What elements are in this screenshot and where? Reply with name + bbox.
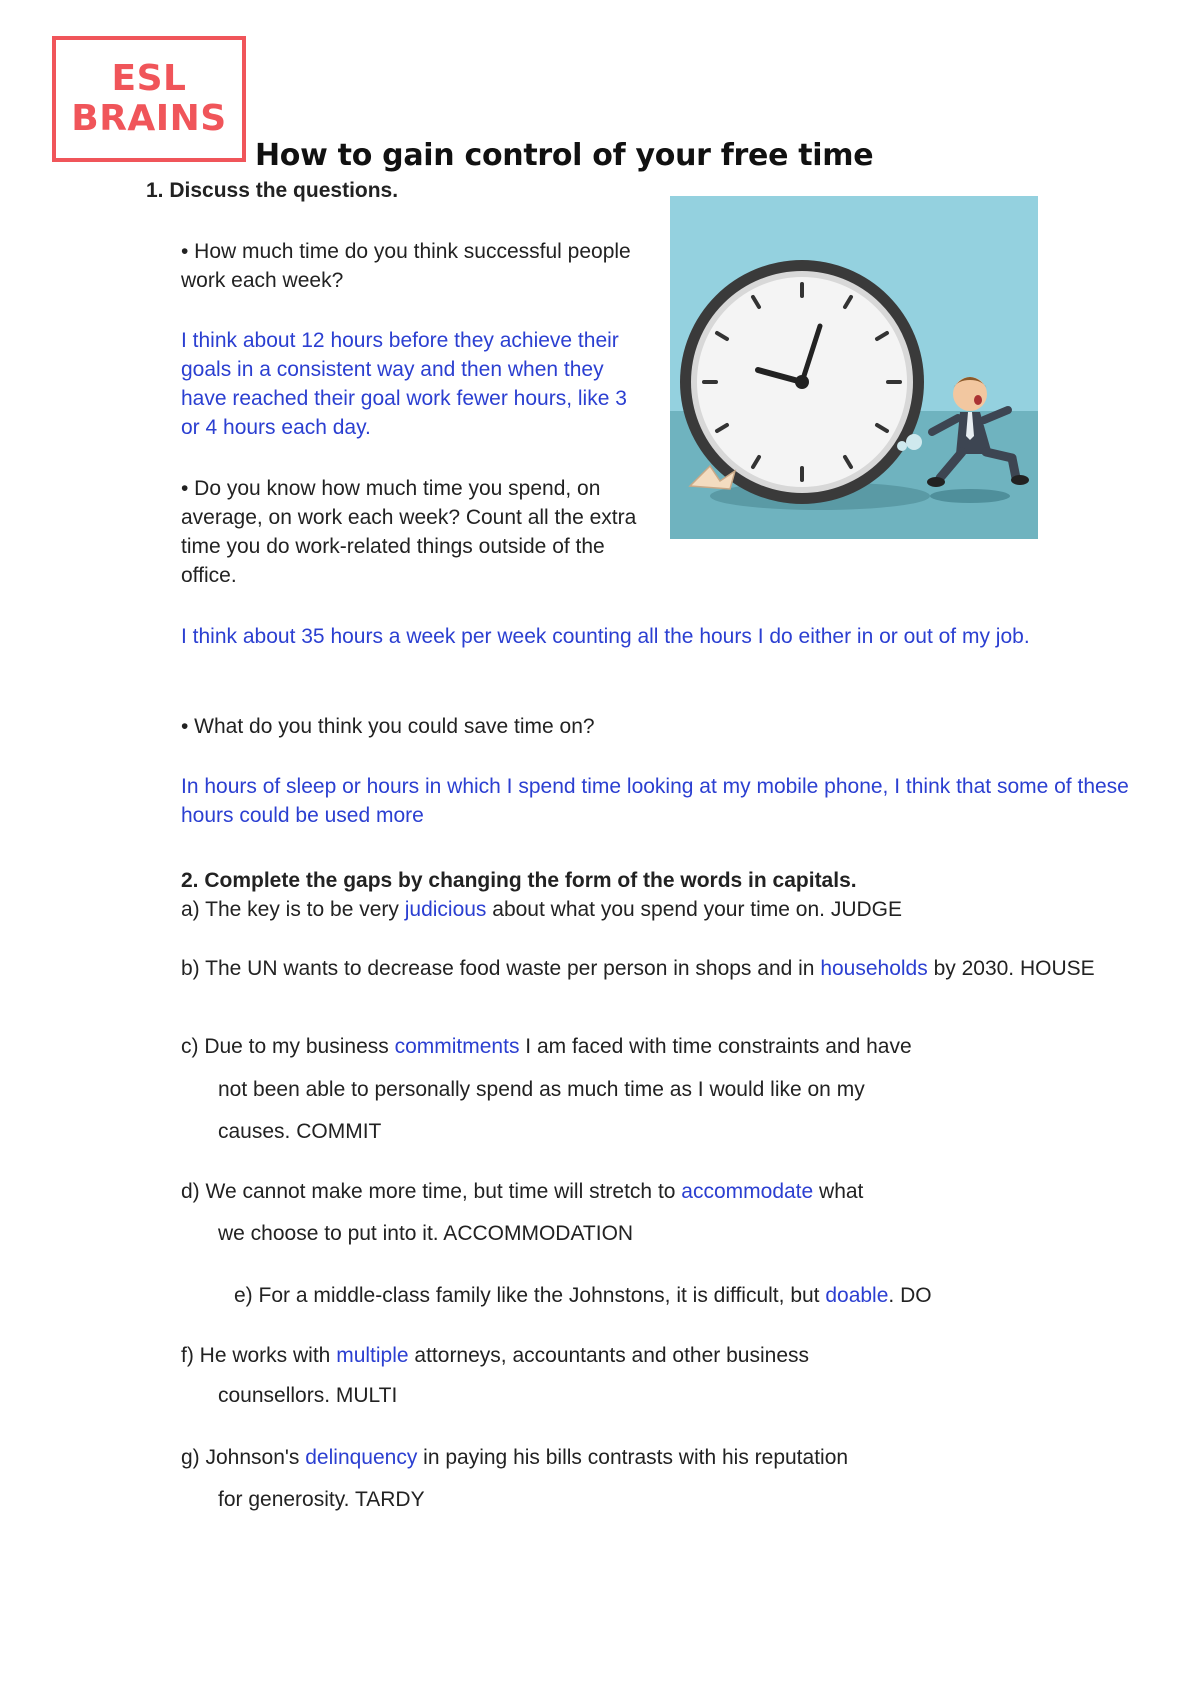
item-d-post: what [813, 1180, 864, 1203]
item-c-post: I am faced with time constraints and have [519, 1035, 912, 1058]
item-d-answer: accommodate [681, 1180, 814, 1203]
section-1-heading: 1. Discuss the questions. [146, 179, 399, 202]
item-g-answer: delinquency [305, 1446, 418, 1469]
item-a [181, 895, 902, 924]
item-g-post: in paying his bills contrasts with his reputation [417, 1446, 849, 1469]
clock-chasing-businessman-icon [670, 196, 1038, 539]
item-a-pre: a) The key is to be very [181, 898, 405, 921]
item-b-pre: b) The UN wants to decrease food waste per person in shops and in [181, 957, 821, 980]
item-a-answer: judicious [404, 898, 487, 921]
answer-1: I think about 12 hours before they achieve their goals in a consistent way and then when they have reached their goal work fewer hours, like 3 or 4 hours each day. [181, 329, 627, 439]
item-d-line-2: we choose to put into it. ACCOMMODATION [218, 1222, 634, 1245]
answer-2: I think about 35 hours a week per week counting all the hours I do either in or out of my job. [181, 625, 1030, 648]
item-c-line-3: causes. COMMIT [218, 1120, 382, 1143]
item-f-post: attorneys, accountants and other business [408, 1344, 809, 1367]
item-b [181, 954, 1111, 983]
item-g [181, 1443, 848, 1472]
clock-illustration [670, 196, 1038, 539]
item-d-pre: d) We cannot make more time, but time will stretch to [181, 1180, 682, 1203]
item-f-answer: multiple [336, 1344, 409, 1367]
item-c [181, 1032, 912, 1061]
question-1: • How much time do you think successful people work each week? [181, 240, 631, 292]
logo-line-1: ESL [111, 58, 187, 99]
item-e-post: . DO [888, 1284, 932, 1307]
item-e-pre: e) For a middle-class family like the Johnstons, it is difficult, but [234, 1284, 826, 1307]
question-3: • What do you think you could save time on? [181, 715, 595, 738]
item-f [181, 1341, 809, 1370]
item-d [181, 1177, 863, 1206]
item-f-pre: f) He works with [181, 1344, 337, 1367]
item-c-answer: commitments [394, 1035, 520, 1058]
page-title: How to gain control of your free time [255, 138, 874, 173]
item-c-pre: c) Due to my business [181, 1035, 395, 1058]
item-a-post: about what you spend your time on. JUDGE [486, 898, 902, 921]
logo-line-2: BRAINS [71, 98, 227, 139]
answer-3: In hours of sleep or hours in which I spend time looking at my mobile phone, I think that some of these hours could be used more [181, 775, 1129, 827]
item-g-pre: g) Johnson's [181, 1446, 306, 1469]
item-b-answer: households [820, 957, 928, 980]
item-g-line-2: for generosity. TARDY [218, 1488, 425, 1511]
question-2: • Do you know how much time you spend, on average, on work each week? Count all the extra time you do work-related things outside of the office. [181, 477, 637, 587]
item-e [234, 1281, 932, 1310]
section-2-heading: 2. Complete the gaps by changing the form of the words in capitals. [181, 869, 857, 892]
item-b-post: by 2030. HOUSE [927, 957, 1095, 980]
item-f-line-2: counsellors. MULTI [218, 1384, 398, 1407]
item-c-line-2: not been able to personally spend as much time as I would like on my [218, 1078, 865, 1101]
esl-brains-logo [52, 36, 246, 162]
item-e-answer: doable [825, 1284, 889, 1307]
